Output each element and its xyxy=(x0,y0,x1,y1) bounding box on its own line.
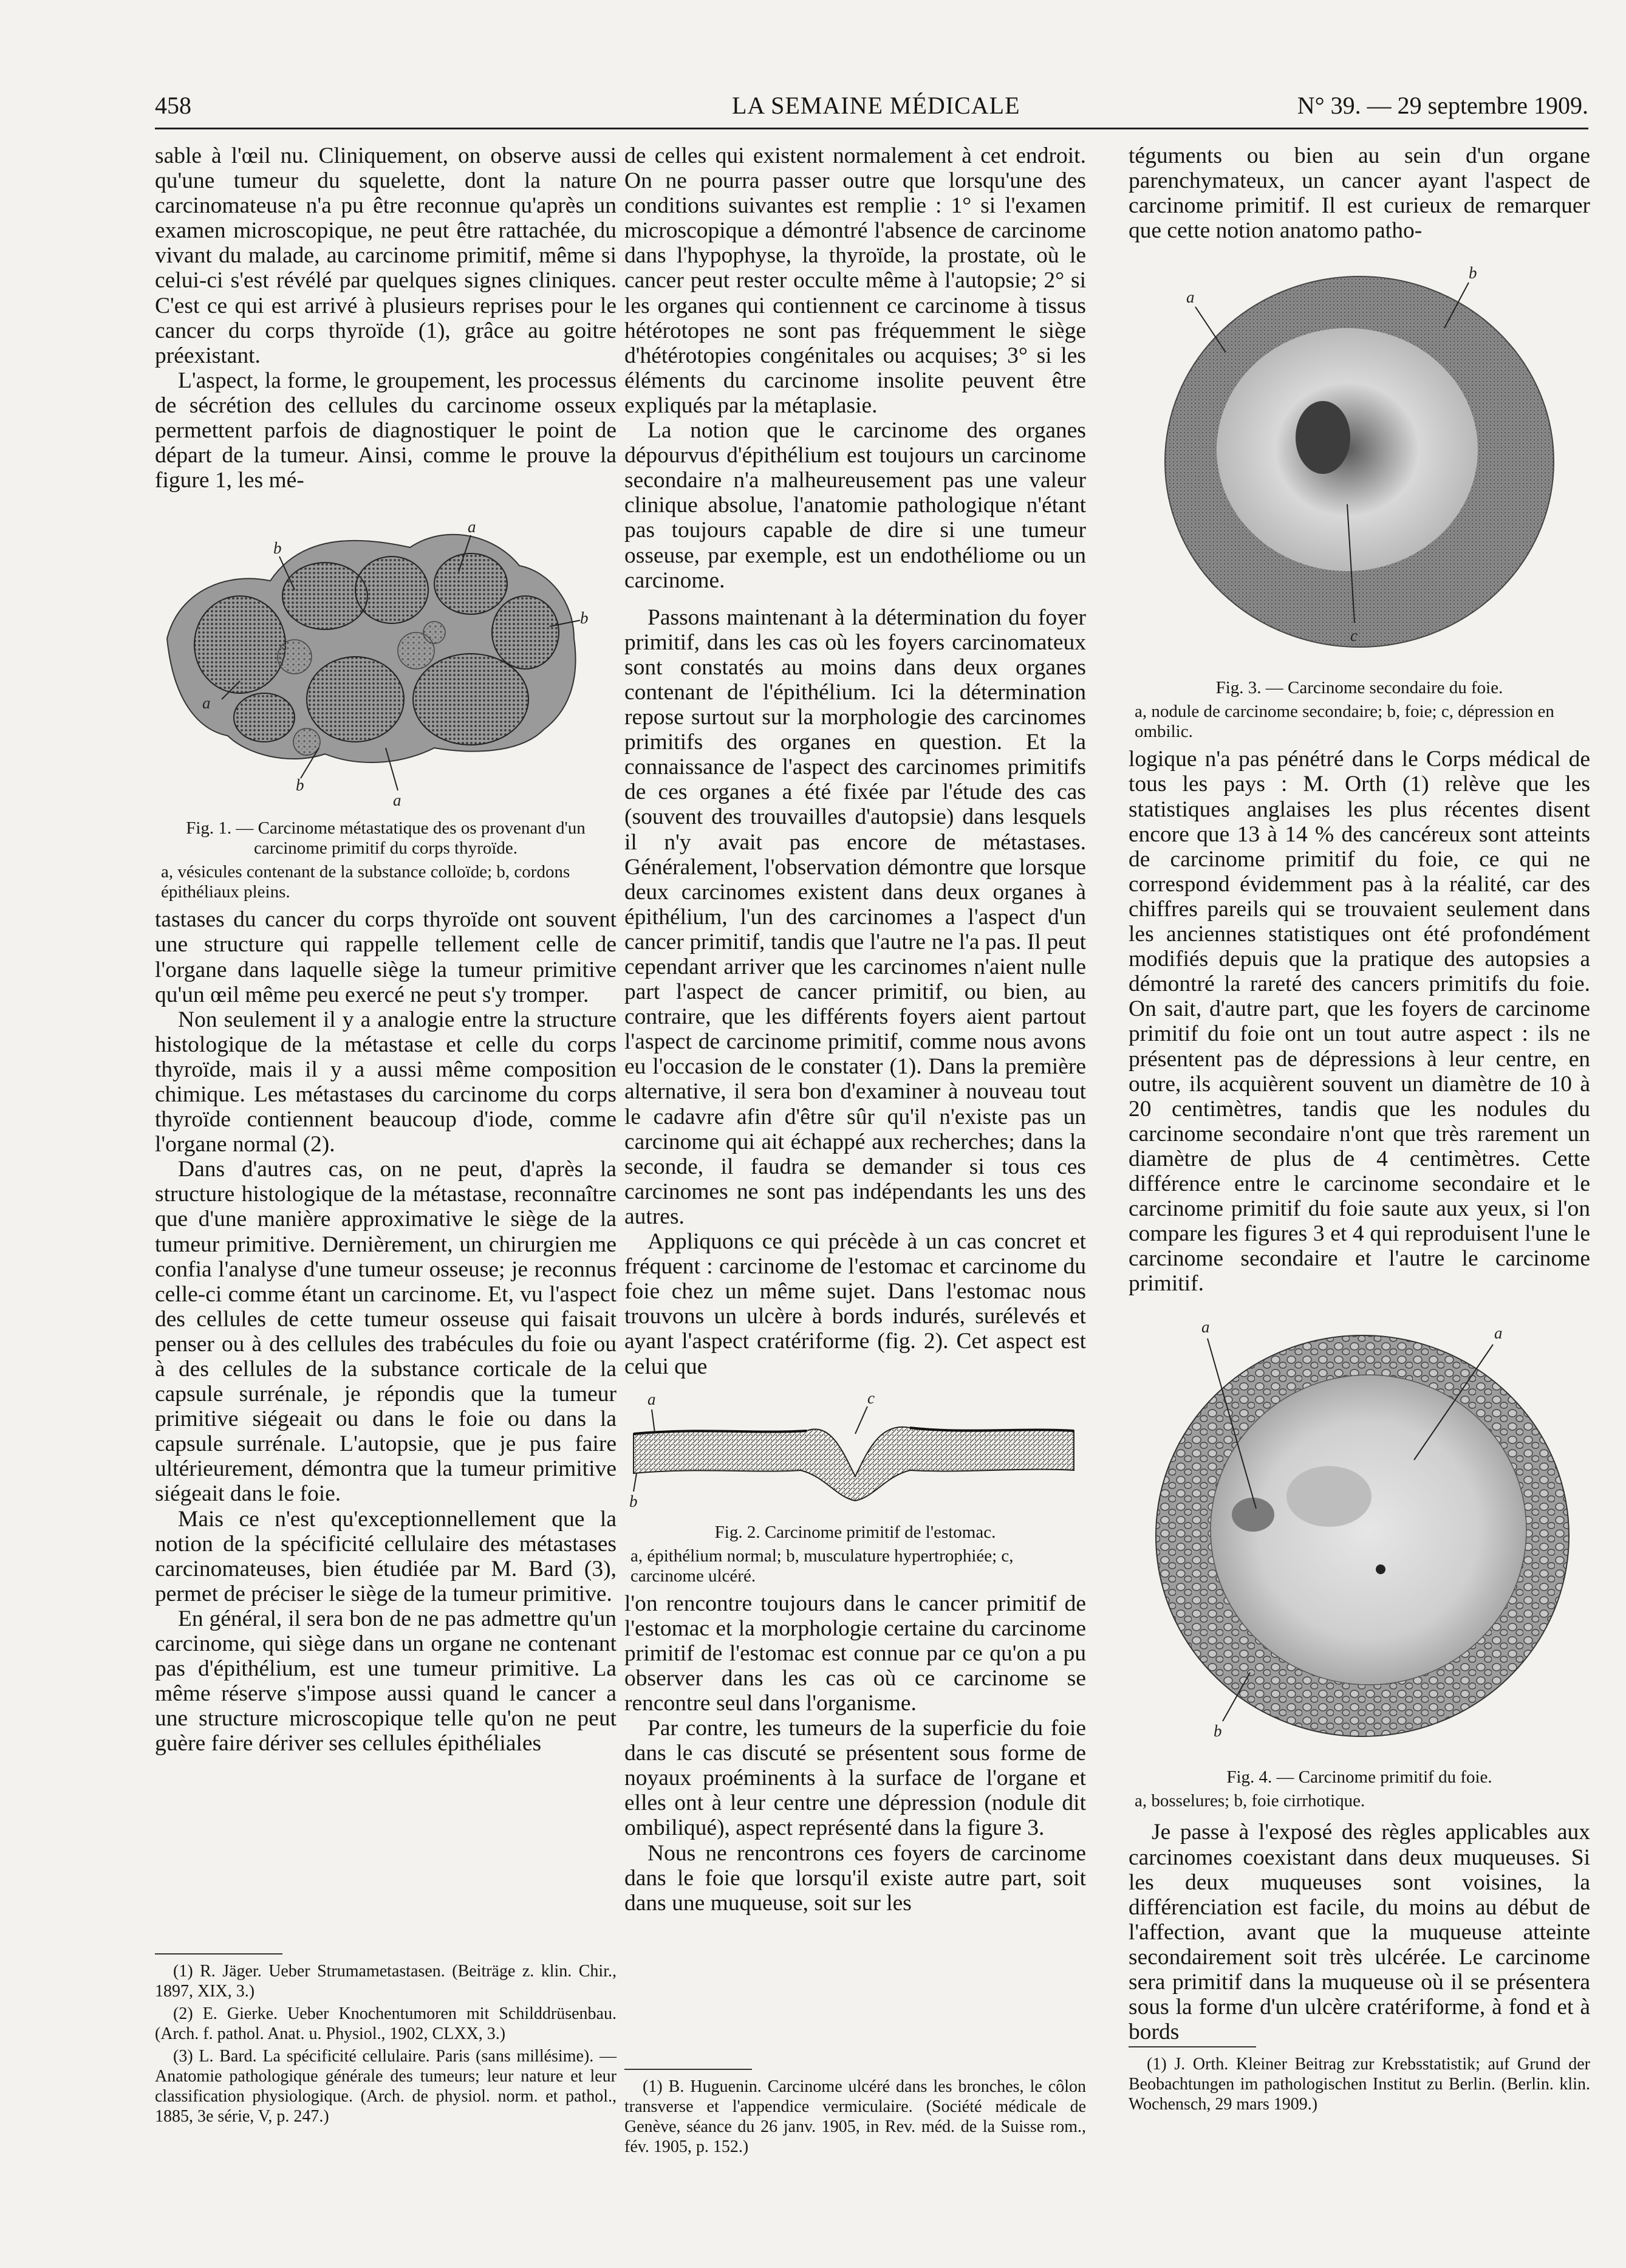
paragraph: Passons maintenant à la détermination du foyer primitif, dans les cas où les foyers carcinomateux sont constatés au moins dans deux organes contenant de l'épithélium. Ici la détermination repose surtout sur la morphologie des carcinomes primitifs des organes en question. Et la connaissance de l'aspect des carcinomes primitifs de ces organes a été fixée par l'étude des cas (souvent des trouvailles d'autopsie) dans lesquels il n'y avait pas encore de métastases. Généralement, l'observation démontre que lorsque deux carcinomes existent dans deux organes à épithélium, l'un des carcinomes a l'aspect d'un cancer primitif, tandis que l'autre ne l'a pas. Il peut cependant arriver que les carcinomes n'aient nulle part l'aspect de cancer primitif, ou bien, au contraire, que les différents foyers aient partout l'aspect de carcinome primitif, comme nous avons eu l'occasion de le constater (1). Dans la première alternative, il sera bon d'examiner à nouveau tout le cadavre afin d'être sûr qu'il n'existe pas un carcinome qui ait échappé aux recherches; dans la seconde, il faudra se demander si tous ces carcinomes ne sont pas indépendants les uns des autres. xyxy=(624,605,1086,1229)
running-header xyxy=(155,91,1588,125)
figure-1-caption: Fig. 1. — Carcinome métastatique des os provenant d'un carcinome primitif du corps thyroïde. xyxy=(186,818,586,858)
figure-label: c xyxy=(1350,626,1358,645)
footnote-rule xyxy=(624,2069,752,2070)
figure-4 xyxy=(1129,1302,1590,1811)
figure-label: b xyxy=(1214,1722,1222,1741)
figure-1 xyxy=(155,499,617,902)
paragraph: Appliquons ce qui précède à un cas concret et fréquent : carcinome de l'estomac et carcinome du foie chez un même sujet. Dans l'estomac nous trouvons un ulcère à bords indurés, surélevés et ayant l'aspect cratériforme (fig. 2). Cet aspect est celui que xyxy=(624,1229,1086,1379)
paragraph: sable à l'œil nu. Cliniquement, on observe aussi qu'une tumeur du squelette, dont la nature carcinomateuse n'a pu être reconnue qu'après un examen microscopique, ne peut être rattachée, du vivant du malade, au carcinome primitif, même si celui-ci s'est révélé par quelques signes cliniques. C'est ce qui est arrivé à plusieurs reprises pour le cancer du corps thyroïde (1), grâce au goitre préexistant. xyxy=(155,143,617,368)
figure-3-caption: Fig. 3. — Carcinome secondaire du foie. xyxy=(1215,678,1503,698)
paragraph: Nous ne rencontrons ces foyers de carcinome dans le foie que lorsqu'il existe autre part, soit dans une muqueuse, soit sur les xyxy=(624,1840,1086,1916)
footnote: (3) L. Bard. La spécificité cellulaire. Paris (sans millésime). — Anatomie pathologique générale des tumeurs; leur nature et leur classification physiologique. (Arch. de physiol. norm. et pathol., 1885, 3e série, V, p. 247.) xyxy=(155,2047,617,2126)
footnote: (1) J. Orth. Kleiner Beitrag zur Krebsstatistik; auf Grund der Beobachtungen im pathologischen Institut zu Berlin. (Berlin. klin. Wochensch, 29 mars 1909.) xyxy=(1129,2055,1590,2114)
header-rule xyxy=(155,128,1588,129)
paragraph: téguments ou bien au sein d'un organe parenchymateux, un cancer ayant l'aspect de carcinome primitif. Il est curieux de remarquer que cette notion anatomo patho- xyxy=(1129,143,1590,244)
paragraph: En général, il sera bon de ne pas admettre qu'un carcinome, qui siège dans un organe ne contenant pas d'épithélium, est une tumeur primitive. La même réserve s'impose aussi quand le cancer a une structure microscopique telle qu'on ne peut guère faire dériver ses cellules épithéliales xyxy=(155,1606,617,1756)
paragraph: de celles qui existent normalement à cet endroit. On ne pourra passer outre que lorsqu'une des conditions suivantes est remplie : 1° si l'examen microscopique a démontré l'absence de carcinome dans l'hypophyse, la thyroïde, la prostate, où le cancer peut rester occulte même à l'autopsie; 2° si les organes qui contiennent ce carcinome à tissus hétérotopes ne sont pas fréquemment le siège d'hétérotopies congénitales ou acquises; 3° si les éléments du carcinome insolite peuvent être expliqués par la métaplasie. xyxy=(624,143,1086,418)
figure-4-caption: Fig. 4. — Carcinome primitif du foie. xyxy=(1226,1767,1492,1787)
figure-3-illustration xyxy=(1129,249,1590,674)
figure-label: a xyxy=(1201,1318,1210,1337)
paragraph: Dans d'autres cas, on ne peut, d'après la structure histologique de la métastase, reconnaître que d'une manière approximative le siège de la tumeur primitive. Dernièrement, un chirurgien me confia l'analyse d'une tumeur osseuse; je reconnus celle-ci comme étant un carcinome. Et, vu l'aspect des cellules de cette tumeur osseuse qui faisait penser ou à des cellules des trabécules du foie ou à des cellules de la substance corticale de la capsule surrénale, je répondis que la tumeur primitive siégeait ou dans le foie ou dans la capsule surrénale. L'autopsie, que je pus faire ultérieurement, démontra que la tumeur primitive siégeait dans le foie. xyxy=(155,1157,617,1507)
figure-3-legend: a, nodule de carcinome secondaire; b, foie; c, dépression en ombilic. xyxy=(1135,702,1554,742)
paragraph: La notion que le carcinome des organes dépourvus d'épithélium est toujours un carcinome secondaire n'a malheureusement pas une valeur clinique absolue, l'anatomie pathologique n'étant pas toujours capable de dire si une tumeur osseuse, par exemple, est un endothéliome ou un carcinome. xyxy=(624,418,1086,593)
figure-3 xyxy=(1129,249,1590,742)
figure-label: a xyxy=(647,1389,656,1408)
column-1 xyxy=(155,143,617,1756)
paragraph: Non seulement il y a analogie entre la structure histologique de la métastase et celle du corps thyroïde, mais il y a aussi même composition chimique. Les métastases du carcinome du corps thyroïde contiennent beaucoup d'iode, comme l'organe normal (2). xyxy=(155,1007,617,1157)
column-2-footnotes xyxy=(624,2077,1086,2159)
figure-2-caption: Fig. 2. Carcinome primitif de l'estomac. xyxy=(714,1522,996,1542)
column-1-footnotes xyxy=(155,1961,617,2129)
footnote-rule xyxy=(155,1953,282,1955)
footnote: (2) E. Gierke. Ueber Knochentumoren mit Schilddrüsenbau. (Arch. f. pathol. Anat. u. Physiol., 1902, CLXX, 3.) xyxy=(155,2004,617,2043)
figure-4-illustration xyxy=(1129,1302,1590,1764)
paragraph: tastases du cancer du corps thyroïde ont souvent une structure qui rappelle tellement celle de l'organe dans laquelle siège la tumeur primitive qu'un œil même peu exercé ne peut s'y tromper. xyxy=(155,907,617,1007)
figure-label: a xyxy=(468,518,476,536)
issue-date: N° 39. — 29 septembre 1909. xyxy=(1297,92,1588,119)
figure-label: a xyxy=(1494,1324,1503,1343)
figure-label: b xyxy=(580,609,589,628)
paragraph: Mais ce n'est qu'exceptionnellement que la notion de la spécificité cellulaire des métastases carcinomateuses, bien étudiée par M. Bard (3), permet de préciser le siège de la tumeur primitive. xyxy=(155,1506,617,1606)
paragraph: l'on rencontre toujours dans le cancer primitif de l'estomac et la morphologie certaine du carcinome primitif de l'estomac est connue par ce qu'on a pu observer dans les cas où ce carcinome se rencontre seul dans l'organisme. xyxy=(624,1591,1086,1716)
paragraph: Par contre, les tumeurs de la superficie du foie dans le cas discuté se présentent sous forme de noyaux proéminents à la surface de l'organe et elles ont à leur centre une dépression (nodule dit ombiliqué), aspect représenté dans la figure 3. xyxy=(624,1716,1086,1841)
journal-title: LA SEMAINE MÉDICALE xyxy=(732,92,1020,119)
figure-1-illustration xyxy=(155,499,617,815)
paragraph: Je passe à l'exposé des règles applicables aux carcinomes coexistant dans deux muqueuses. Si les deux muqueuses sont voisines, la différenciation est facile, du moins au début de l'affection, avant que la muqueuse atteinte secondairement soit très ulcérée. Le carcinome sera primitif dans la muqueuse où il se présentera sous la forme d'un ulcère cratériforme, à fond et à bords xyxy=(1129,1820,1590,2045)
figure-label: a xyxy=(202,694,211,713)
figure-1-legend: a, vésicules contenant de la substance colloïde; b, cordons épithéliaux pleins. xyxy=(161,862,570,902)
figure-2-illustration xyxy=(624,1385,1086,1519)
column-3 xyxy=(1129,143,1590,2044)
figure-label: b xyxy=(296,776,304,795)
footnote: (1) B. Huguenin. Carcinome ulcéré dans les bronches, le côlon transverse et l'appendice vermiculaire. (Société médicale de Genève, séance du 26 janv. 1905, in Rev. méd. de la Suisse rom., fév. 1905, p. 152.) xyxy=(624,2077,1086,2156)
figure-2 xyxy=(624,1385,1086,1586)
column-2 xyxy=(624,143,1086,1916)
page-number: 458 xyxy=(155,92,191,119)
figure-label: a xyxy=(393,791,401,810)
footnote: (1) R. Jäger. Ueber Strumametastasen. (Beiträge z. klin. Chir., 1897, XIX, 3.) xyxy=(155,1962,617,2001)
paragraph: logique n'a pas pénétré dans le Corps médical de tous les pays : M. Orth (1) relève que les statistiques anglaises les plus récentes disent encore que 13 à 14 % des cancéreux sont atteints de carcinome primitif du foie, ce qui ne correspond évidemment pas à la réalité, car des chiffres pareils qui se trouvaient seulement dans les anciennes statistiques ont été profondément modifiés depuis que la pratique des autopsies a démontré la rareté des cancers primitifs du foie. On sait, d'autre part, que les foyers de carcinome primitif du foie ont un tout autre aspect : ils ne présentent pas de dépressions à leur centre, en outre, ils acquièrent souvent un diamètre de 10 à 20 centimètres, tandis que les nodules du carcinome secondaire n'ont que très rarement un diamètre de plus de 4 centimètres. Cette différence entre le carcinome secondaire et le carcinome primitif du foie saute aux yeux, si l'on compare les figures 3 et 4 qui reproduisent l'une le carcinome secondaire et l'autre le carcinome primitif. xyxy=(1129,747,1590,1297)
column-3-footnotes xyxy=(1129,2054,1590,2117)
footnote-rule xyxy=(1129,2046,1256,2047)
figure-label: b xyxy=(1469,264,1477,283)
paragraph: L'aspect, la forme, le groupement, les processus de sécrétion des cellules du carcinome osseux permettent parfois de diagnostiquer le point de départ de la tumeur. Ainsi, comme le prouve la figure 1, les mé- xyxy=(155,368,617,493)
figure-2-legend: a, épithélium normal; b, musculature hypertrophiée; c, carcinome ulcéré. xyxy=(630,1546,1014,1586)
figure-4-legend: a, bosselures; b, foie cirrhotique. xyxy=(1135,1791,1365,1811)
figure-label: a xyxy=(1186,288,1195,307)
figure-label: c xyxy=(867,1388,875,1407)
figure-label: b xyxy=(273,539,282,558)
figure-label: b xyxy=(629,1492,638,1510)
